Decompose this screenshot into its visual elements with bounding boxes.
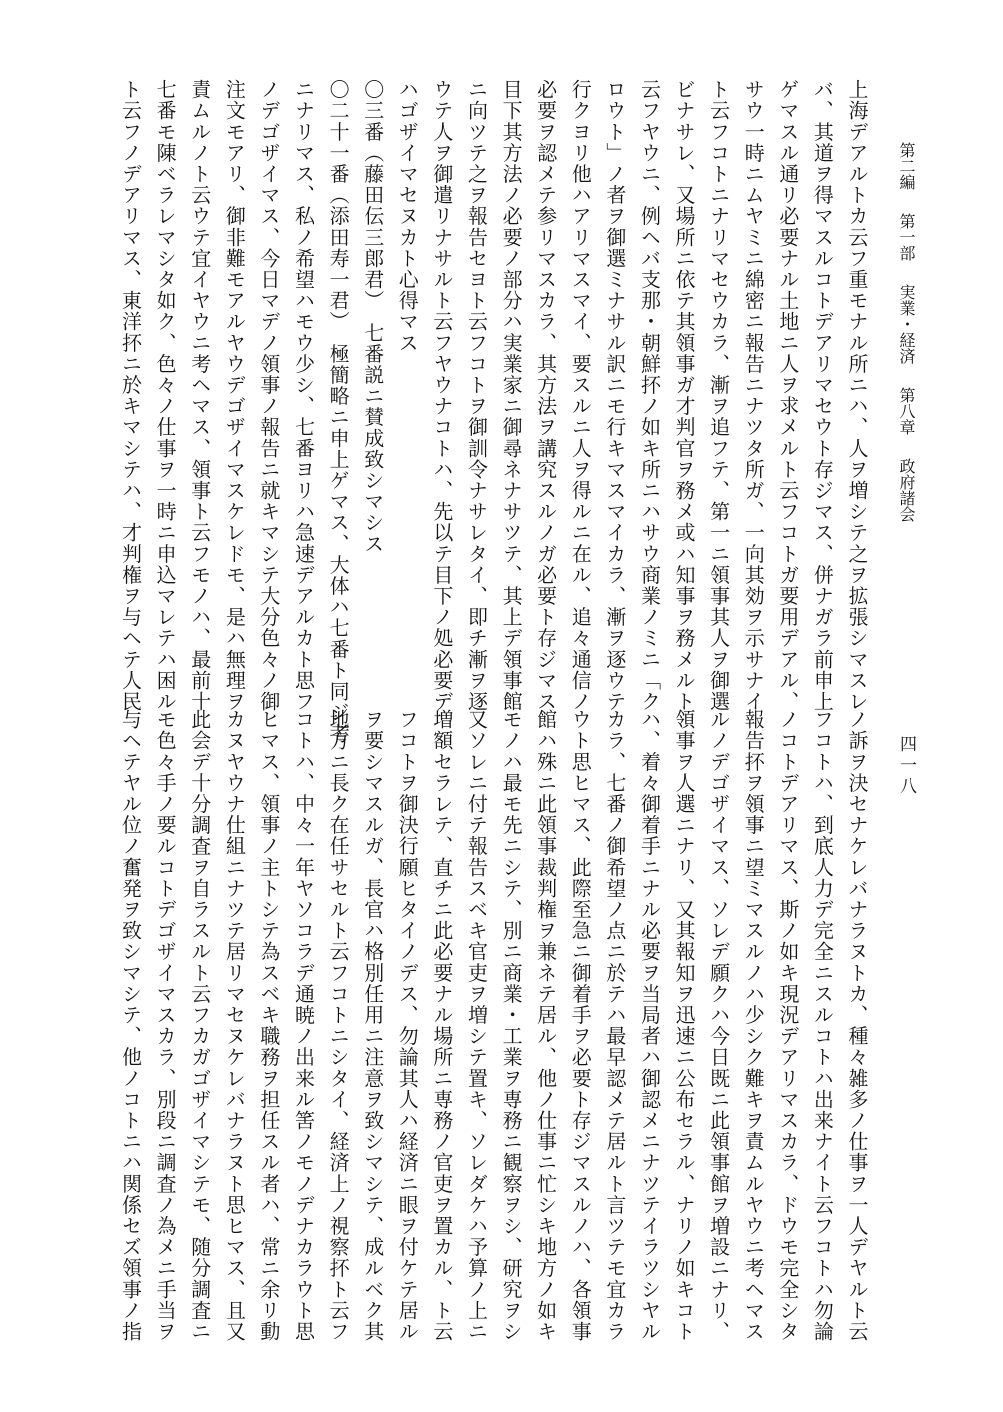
text-column: ゲマスル通リ必要ナル土地ニ人ヲ求メルト云フコトガ要用デアル、 xyxy=(775,79,800,712)
header-chapter: 第八章 xyxy=(897,387,916,436)
text-column: バ、其道ヲ得マスルコトデアリマセウト存ジマス、併ナガラ前申上 xyxy=(810,79,835,712)
speaker-line: 〇二十一番（添田寿一君） 極簡略ニ申上ゲマス、大体ハ七番ト同ジ考 xyxy=(326,79,351,745)
text-column: カラ、七番ノ御希望ノ点ニ於テハ最早認メテ居ルト言ツテモ宜カラ xyxy=(602,709,627,1342)
text-column: 云フヤウニ、例ヘバ支那・朝鮮抔ノ如キ所ニハサウ商業ノミニ「ク xyxy=(637,79,662,712)
text-column: 必要ヲ認メテ参リマスカラ、其方法ヲ講究スルノガ必要ト存ジマス xyxy=(533,79,558,712)
header-topic: 実業・経済 xyxy=(897,284,916,365)
text-column: 館ハ殊ニ此領事裁判権ヲ兼ネテ居ル、他ノ仕事ニ忙シキ地方ノ如キ xyxy=(533,709,558,1342)
text-column: 注文モアリ、御非難モアルヤウデゴザイマスケレドモ、是ハ無理ヲ xyxy=(222,79,247,712)
text-column: ロウト」ノ者ヲ御選ミナサル訳ニモ行キマスマイカラ、漸ヲ逐ウテ xyxy=(602,79,627,712)
text-column: カヌヤウナ仕組ニナツテ居リマセヌケレバナラヌト思ヒマス、且又 xyxy=(222,709,247,1342)
header-chapter-title: 政府諸会 xyxy=(897,458,916,523)
text-column: 与ヘテヤル位ノ奮発ヲ致シマシテ、他ノコトニハ関係セズ領事ノ指 xyxy=(118,709,143,1342)
text-column: コトハ、中々一年ヤソコラデ通暁ノ出来ル筈ノモノデナカラウト思 xyxy=(291,709,316,1342)
text-column: 行クヨリ他ハアリマスマイ、要スルニ人ヲ得ルニ在ル、追々通信ノ xyxy=(568,79,593,712)
text-block-bottom xyxy=(44,709,874,1342)
text-column: ノデゴザイマス、今日マデノ領事ノ報告ニ就キマシテ大分色々ノ御 xyxy=(256,79,281,712)
text-column: モノハ最モ先ニシテ、別ニ商業・工業ヲ専務ニ観察ヲシ、研究ヲシ xyxy=(499,709,524,1342)
running-header xyxy=(893,142,919,642)
text-column: ヒマス、領事ノ主トシテ為スベキ職務ヲ担任スル者ハ、常ニ余リ動 xyxy=(256,709,281,1342)
text-column: フコトハ、到底人力デ完全ニスルコトハ出来ナイト云フコトハ勿論 xyxy=(810,709,835,1342)
text-column: ウト思ヒマス、此際至急ニ御着手ヲ必要ト存ジマスルノハ、各領事 xyxy=(568,709,593,1342)
text-column: ヲ要シマスルガ、長官ハ格別任用ニ注意ヲ致シマシテ、成ルベク其 xyxy=(360,709,385,1342)
text-column: 責ムルノト云ウテ宜イヤウニ考ヘマス、領事ト云フモノハ、最前十 xyxy=(187,79,212,712)
text-column: 又ソレニ付テ報告スベキ官吏ヲ増シテ置キ、ソレダケハ予算ノ上ニ xyxy=(464,709,489,1342)
text-column: フコトヲ御決行願ヒタイノデス、勿論其人ハ経済ニ眼ヲ付ケテ居ル xyxy=(395,709,420,1342)
speaker-line: 〇三番（藤田伝三郎君） 七番説ニ賛成致シマシス xyxy=(360,79,385,555)
text-column: ウテ人ヲ御遣リナサルト云フヤウナコトハ、先以テ目下ノ処必要デ xyxy=(429,79,454,712)
text-block-top xyxy=(44,79,874,745)
text-column: ビナサレ、又場所ニ依テ其領事ガ才判官ヲ務メ或ハ知事ヲ務メルト xyxy=(672,79,697,712)
text-column: モ色々手ノ要ルコトデゴザイマスカラ、別段ニ調査ノ為メニ手当ヲ xyxy=(153,709,178,1342)
text-column: 目下其方法ノ必要ノ部分ハ実業家ニ御尋ネナサツテ、其上デ領事館 xyxy=(499,79,524,712)
text-column: 領事ヲ人選ニナリ、又其報知ヲ迅速ニ公布セラル、ナリノ如キコト xyxy=(672,709,697,1342)
page-number: 四一八 xyxy=(896,735,916,798)
text-column: 七番モ陳ベラレマシタ如ク、色々ノ仕事ヲ一時ニ申込マレテハ困ル xyxy=(153,79,178,712)
text-column: 増額セラレテ、直チニ此必要ナル場所ニ専務ノ官吏ヲ置カル、ト云 xyxy=(429,709,454,1342)
text-column: ニナリマス、私ノ希望ハモウ少シ、七番ヨリハ急速デアルカト思フ xyxy=(291,79,316,712)
text-column: ハゴザイマセヌカト心得マス xyxy=(395,79,420,354)
text-column: ノ訴ヲ決セナケレバナラヌトカ、種々雑多ノ仕事ヲ一人デヤルト云 xyxy=(845,709,869,1342)
header-section: 第一部 xyxy=(897,213,916,262)
text-column: サウ一時ニムヤミニ綿密ニ報告ニナツタ所ガ、一向其効ヲ示サナイ xyxy=(741,79,766,712)
text-column: 報告抔ヲ領事ニ望ミマスルノハ少シク難キヲ責ムルヤウニ考ヘマス xyxy=(741,709,766,1342)
text-column: ハ、着々御着手ニナル必要ヲ当局者ハ御認メニナツテイラツシヤル xyxy=(637,709,662,1342)
text-column: ノコトデアリマス、斯ノ如キ現況デアリマスカラ、ドウモ完全シタ xyxy=(775,709,800,1342)
text-column: ルノデゴザイマス、ソレデ願クハ今日既ニ此領事館ヲ増設ニナリ、 xyxy=(706,709,731,1342)
text-column: 地方ニ長ク在任サセルト云フコトニシタイ、経済上ノ視察抔ト云フ xyxy=(326,709,351,1342)
text-column: 上海デアルトカ云フ重モナル所ニハ、人ヲ増シテ之ヲ拡張シマスレ xyxy=(845,79,869,712)
text-column: 此会デ十分調査ヲ自ラスルト云フカガゴザイマシテモ、随分調査ニ xyxy=(187,709,212,1342)
text-column: ト云フノデアリマス、東洋抔ニ於キマシテハ、才判権ヲ与ヘテ人民 xyxy=(118,79,143,712)
text-column: ニ向ツテ之ヲ報告セヨト云フコトヲ御訓令ナサレタイ、即チ漸ヲ逐 xyxy=(464,79,489,712)
header-part: 第二編 xyxy=(897,142,916,190)
text-column: ト云フコトニナリマセウカラ、漸ヲ追フテ、第一ニ領事其人ヲ御選 xyxy=(706,79,731,712)
